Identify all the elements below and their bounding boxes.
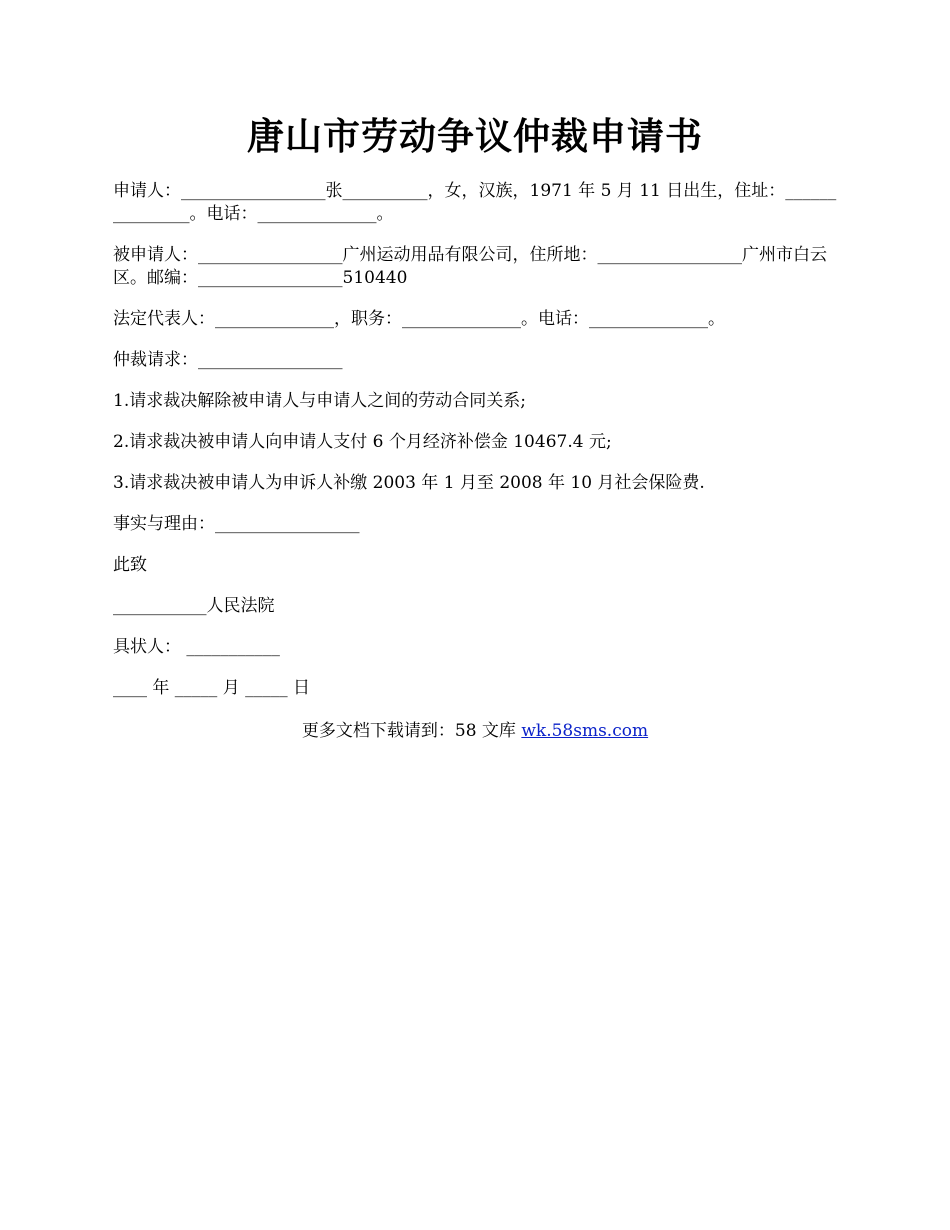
footer-link[interactable]: wk.58sms.com <box>521 721 649 741</box>
signatory-line: 具状人： ___________ <box>113 637 280 657</box>
document-body <box>113 180 838 718</box>
request-item-2: 2.请求裁决被申请人向申请人支付 6 个月经济补偿金 10467.4 元; <box>113 432 612 452</box>
document-title: 唐山市劳动争议仲裁申请书 <box>247 114 703 158</box>
footer-prefix-text: 更多文档下载请到：58 文库 <box>301 721 522 741</box>
arbitration-request-heading: 仲裁请求：_________________ <box>113 350 343 370</box>
facts-and-reasons: 事实与理由：_________________ <box>113 514 360 534</box>
legal-representative-paragraph: 法定代表人：______________，职务：______________。电话：______________。 <box>113 309 725 329</box>
applicant-paragraph: 申请人：_________________张__________，女，汉族，1971 年 5 月 11 日出生，住址：_______________。电话：______________。 <box>113 181 837 224</box>
salutation: 此致 <box>113 555 147 575</box>
download-footer <box>0 719 950 743</box>
request-item-3: 3.请求裁决被申请人为申诉人补缴 2003 年 1 月至 2008 年 10 月社会保险费. <box>113 473 705 493</box>
request-item-1: 1.请求裁决解除被申请人与申请人之间的劳动合同关系; <box>113 391 526 411</box>
date-line: ____ 年 _____ 月 _____ 日 <box>113 678 311 698</box>
court-line: ___________人民法院 <box>113 596 275 616</box>
respondent-paragraph: 被申请人：_________________广州运动用品有限公司，住所地：_________________广州市白云区。邮编：_________________510440 <box>113 245 827 288</box>
